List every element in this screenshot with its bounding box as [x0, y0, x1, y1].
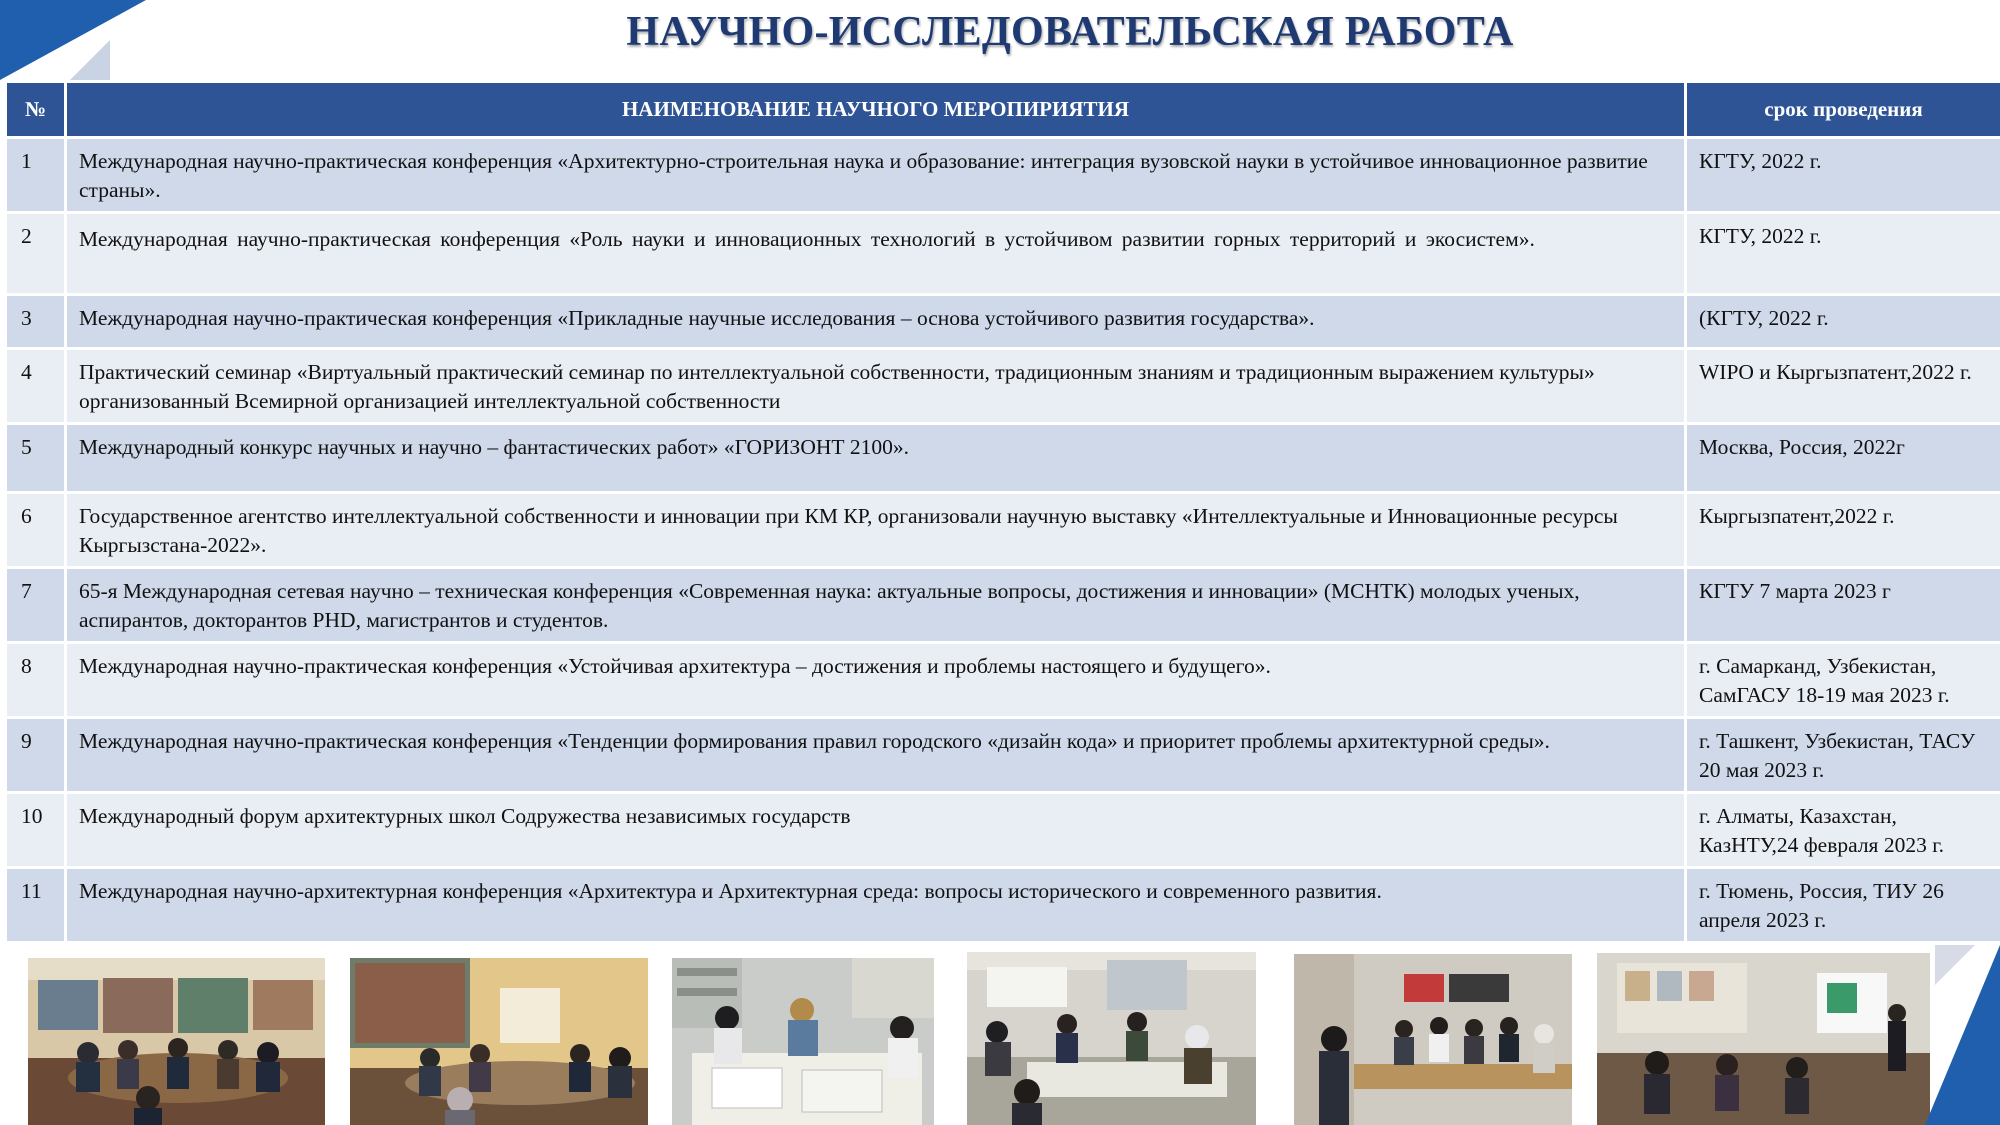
photo-students-group [1294, 954, 1572, 1125]
photo-workshop-table [672, 958, 934, 1125]
row-event-name: Международная научно-архитектурная конференция «Архитектура и Архитектурная среда: вопросы исторического и современного развития. [66, 868, 1686, 943]
photo-conference-room-2 [350, 958, 648, 1125]
corner-decoration-bottom-right [1925, 945, 2000, 1125]
row-date: (КГТУ, 2022 г. [1686, 295, 2000, 349]
row-event-name: 65-я Международная сетевая научно – техническая конференция «Современная наука: актуальные вопросы, достижения и инновации» (МСНТК) молодых ученых, аспирантов, докторантов PHD, магистрантов и студентов. [66, 568, 1686, 643]
table-row [6, 424, 2000, 493]
row-number: 11 [6, 868, 66, 943]
row-date: КГТУ, 2022 г. [1686, 138, 2000, 213]
table-row [6, 643, 2000, 718]
row-date: Кыргызпатент,2022 г. [1686, 493, 2000, 568]
table-row [6, 213, 2000, 295]
table-row [6, 793, 2000, 868]
header-number: № [6, 82, 66, 138]
table-row [6, 568, 2000, 643]
header-date: срок проведения [1686, 82, 2000, 138]
row-date: WIPO и Кыргызпатент,2022 г. [1686, 349, 2000, 424]
table-header-row [6, 82, 2000, 138]
table-row [6, 718, 2000, 793]
row-date: г. Алматы, Казахстан, КазНТУ,24 февраля 2023 г. [1686, 793, 2000, 868]
row-number: 6 [6, 493, 66, 568]
row-event-name: Международная научно-практическая конференция «Прикладные научные исследования – основа устойчивого развития государства». [66, 295, 1686, 349]
row-event-name: Международный конкурс научных и научно – фантастических работ» «ГОРИЗОНТ 2100». [66, 424, 1686, 493]
row-number: 3 [6, 295, 66, 349]
row-number: 4 [6, 349, 66, 424]
row-number: 2 [6, 213, 66, 295]
row-number: 1 [6, 138, 66, 213]
row-event-name: Практический семинар «Виртуальный практический семинар по интеллектуальной собственности, традиционным знаниям и традиционным выражением культуры» организованный Всемирной организацией интеллектуальной собственности [66, 349, 1686, 424]
row-date: г. Ташкент, Узбекистан, ТАСУ 20 мая 2023 г. [1686, 718, 2000, 793]
table-row [6, 138, 2000, 213]
row-date: г. Тюмень, Россия, ТИУ 26 апреля 2023 г. [1686, 868, 2000, 943]
events-table [4, 80, 2000, 944]
photo-conference-room-1 [28, 958, 325, 1125]
row-number: 5 [6, 424, 66, 493]
row-event-name: Международная научно-практическая конференция «Тенденции формирования правил городского «дизайн кода» и приоритет проблемы архитектурной среды». [66, 718, 1686, 793]
row-date: г. Самарканд, Узбекистан, СамГАСУ 18-19 мая 2023 г. [1686, 643, 2000, 718]
row-date: КГТУ, 2022 г. [1686, 213, 2000, 295]
table-row [6, 295, 2000, 349]
row-number: 10 [6, 793, 66, 868]
table-row [6, 868, 2000, 943]
row-date: Москва, Россия, 2022г [1686, 424, 2000, 493]
row-event-name: Международная научно-практическая конференция «Архитектурно-строительная наука и образование: интеграция вузовской науки в устойчивое инновационное развитие страны». [66, 138, 1686, 213]
row-number: 7 [6, 568, 66, 643]
row-date: КГТУ 7 марта 2023 г [1686, 568, 2000, 643]
photo-classroom-group [967, 952, 1256, 1125]
row-number: 8 [6, 643, 66, 718]
row-event-name: Международный форум архитектурных школ Содружества независимых государств [66, 793, 1686, 868]
row-event-name: Международная научно-практическая конференция «Роль науки и инновационных технологий в устойчивом развитии горных территорий и экосистем». [66, 213, 1686, 295]
photo-strip [0, 948, 2000, 1125]
photo-presentation-lecture [1597, 953, 1930, 1125]
row-number: 9 [6, 718, 66, 793]
table-row [6, 493, 2000, 568]
row-event-name: Государственное агентство интеллектуальной собственности и инновации при КМ КР, организовали научную выставку «Интеллектуальные и Инновационные ресурсы Кыргызстана-2022». [66, 493, 1686, 568]
page-title: НАУЧНО-ИССЛЕДОВАТЕЛЬСКАЯ РАБОТА [626, 9, 1514, 55]
table-row [6, 349, 2000, 424]
header-event-name: НАИМЕНОВАНИЕ НАУЧНОГО МЕРОПИРИЯТИЯ [66, 82, 1686, 138]
row-event-name: Международная научно-практическая конференция «Устойчивая архитектура – достижения и проблемы настоящего и будущего». [66, 643, 1686, 718]
